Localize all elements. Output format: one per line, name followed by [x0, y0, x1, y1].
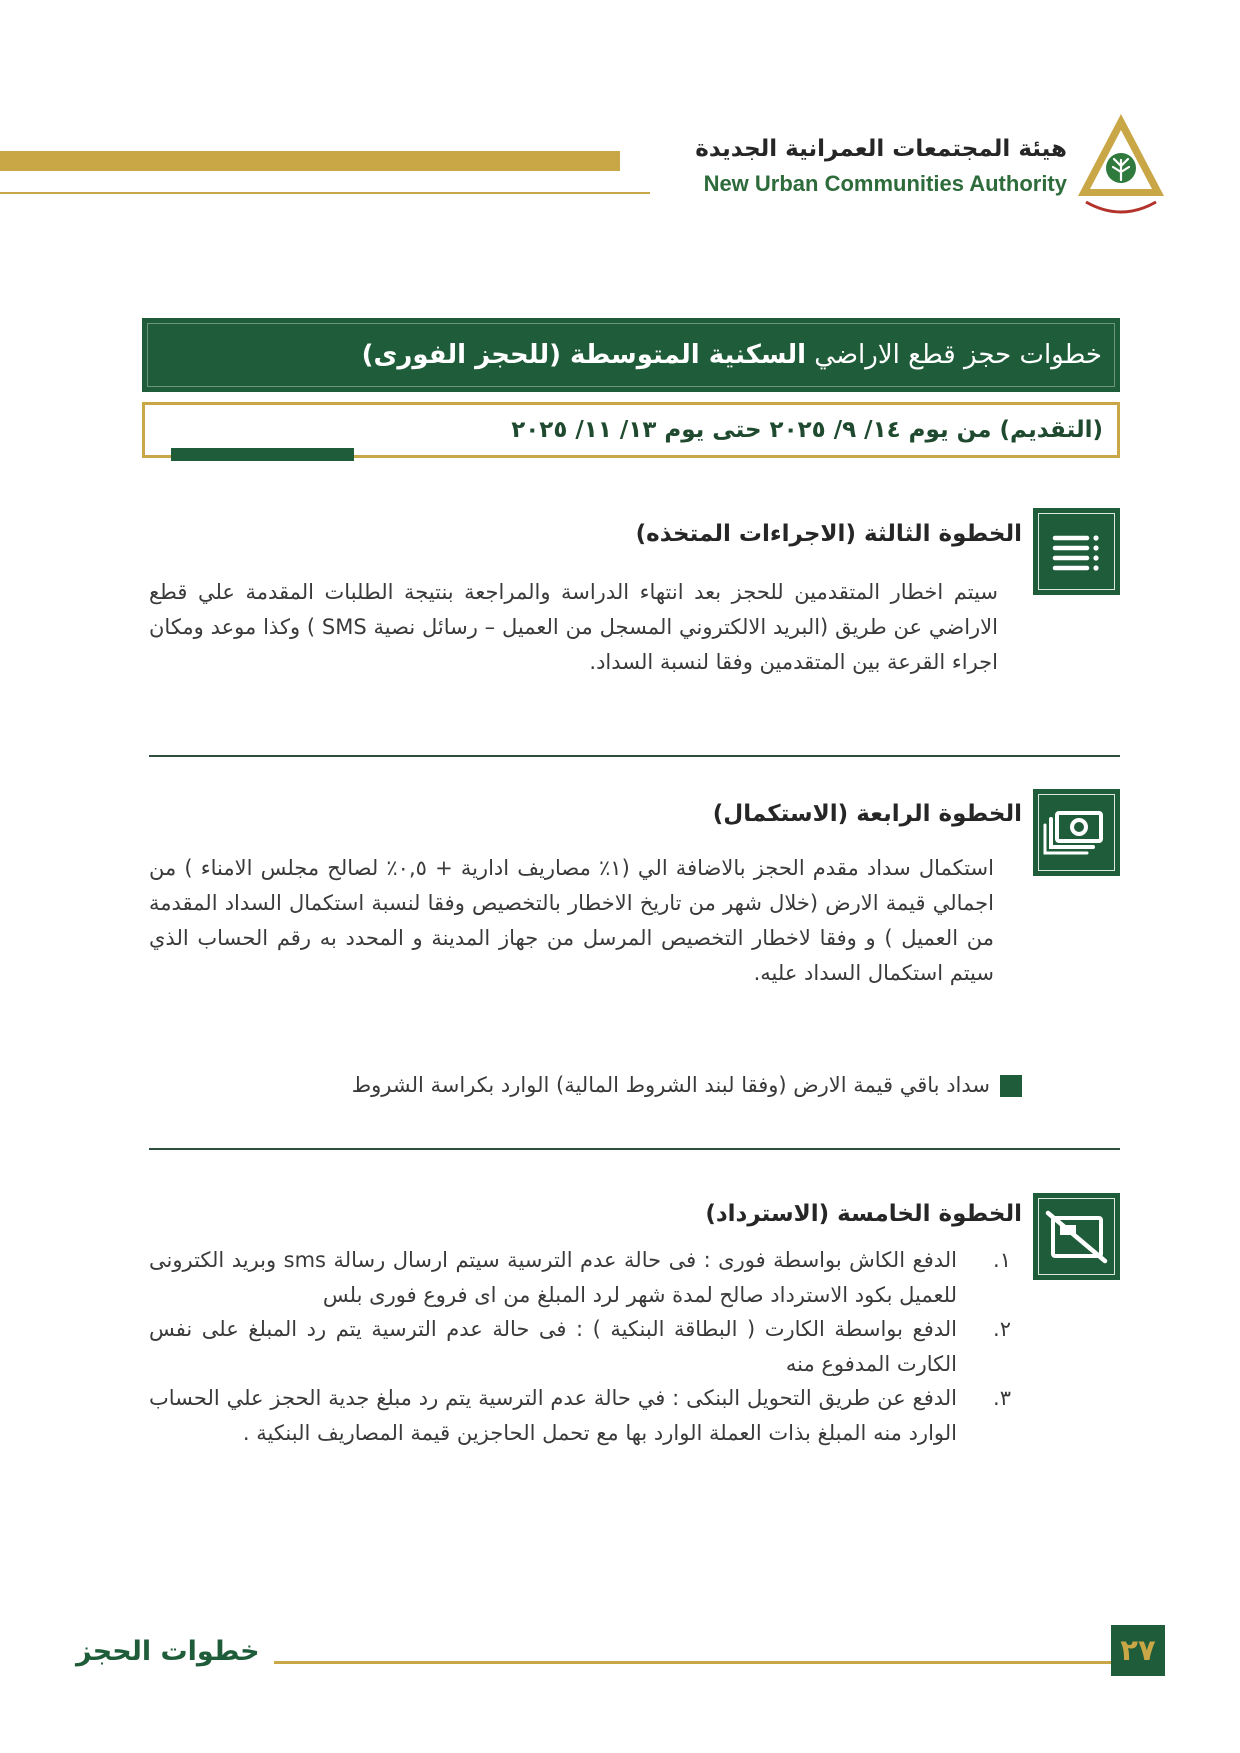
section-divider [149, 1148, 1120, 1150]
list-item-number: ١. [993, 1248, 1011, 1272]
step-3-heading: الخطوة الثالثة (الاجراءات المتخذه) [635, 521, 1022, 547]
list-item [149, 1381, 1011, 1450]
footer-gold-line [274, 1661, 1111, 1664]
step-4-body: استكمال سداد مقدم الحجز بالاضافة الي (١٪ مصاريف ادارية + ٠,٥٪ لصالح مجلس الامناء ) من اجمالي قيمة الارض (خلال شهر من تاريخ الاخطار بالتخصيص وفقا لنسبة استكمال السداد المقدمة من العميل ) و وفقا لاخطار التخصيص المرسل من جهاز المدينة و المحدد به رقم الحساب الذي سيتم استكمال السداد عليه. [149, 856, 994, 985]
step-4-heading: الخطوة الرابعة (الاستكمال) [712, 801, 1022, 827]
card-cancel-icon [1033, 1193, 1120, 1280]
step-5-heading: الخطوة الخامسة (الاسترداد) [705, 1201, 1022, 1227]
title-banner-prefix: خطوات حجز قطع الاراضي [806, 340, 1102, 370]
application-dates-text: (التقديم) من يوم ١٤/ ٩/ ٢٠٢٥ حتى يوم ١٣/ ١١/ ٢٠٢٥ [511, 417, 1103, 443]
authority-name-english: New Urban Communities Authority [703, 171, 1067, 196]
step-4-bullet-text: سداد باقي قيمة الارض (وفقا لبند الشروط المالية) الوارد بكراسة الشروط [351, 1073, 990, 1097]
bullet-square [1000, 1075, 1022, 1097]
list-item-text: الدفع بواسطة الكارت ( البطاقة البنكية ) : فى حالة عدم الترسية يتم رد المبلغ على نفس الكارت المدفوع منه [149, 1317, 957, 1376]
list-item-text: الدفع عن طريق التحويل البنكى : في حالة عدم الترسية يتم رد مبلغ جدية الحجز علي الحساب الوارد منه المبلغ بذات العملة الوارد بها مع تحمل الحاجزين قيمة المصاريف البنكية . [149, 1386, 957, 1445]
step-3-icon-box [1033, 508, 1120, 595]
dates-accent-bar [171, 448, 354, 461]
list-item-number: ٢. [993, 1317, 1011, 1341]
title-banner [142, 318, 1120, 392]
step-3-body: سيتم اخطار المتقدمين للحجز بعد انتهاء الدراسة والمراجعة بنتيجة الطلبات المقدمة علي قطع الاراضي عن طريق (البريد الالكتروني المسجل من العميل – رسائل نصية SMS ) وكذا موعد ومكان اجراء القرعة بين المتقدمين وفقا لنسبة السداد. [149, 580, 998, 674]
list-item [149, 1312, 1011, 1381]
step-4-icon-box [1033, 789, 1120, 876]
refund-methods-list [149, 1243, 1011, 1450]
banknote-icon [1033, 789, 1120, 876]
footer-section-title: خطوات الحجز [76, 1636, 260, 1667]
page-number: ٢٧ [1111, 1625, 1165, 1676]
list-item-number: ٣. [993, 1386, 1011, 1410]
title-banner-bold: السكنية المتوسطة (للحجز الفورى) [361, 340, 807, 370]
section-divider [149, 755, 1120, 757]
title-banner-text [362, 318, 1102, 392]
list-item-text: الدفع الكاش بواسطة فورى : فى حالة عدم الترسية سيتم ارسال رسالة sms وبريد الكترونى للعميل بكود الاسترداد صالح لمدة شهر لرد المبلغ من اى فروع فورى بلس [149, 1248, 957, 1307]
authority-logo [1074, 110, 1168, 222]
list-icon [1033, 508, 1120, 595]
step-5-icon-box [1033, 1193, 1120, 1280]
header-gold-line [0, 192, 650, 194]
authority-name-arabic: هيئة المجتمعات العمرانية الجديدة [695, 136, 1067, 162]
list-item [149, 1243, 1011, 1312]
header-gold-bar [0, 151, 620, 171]
